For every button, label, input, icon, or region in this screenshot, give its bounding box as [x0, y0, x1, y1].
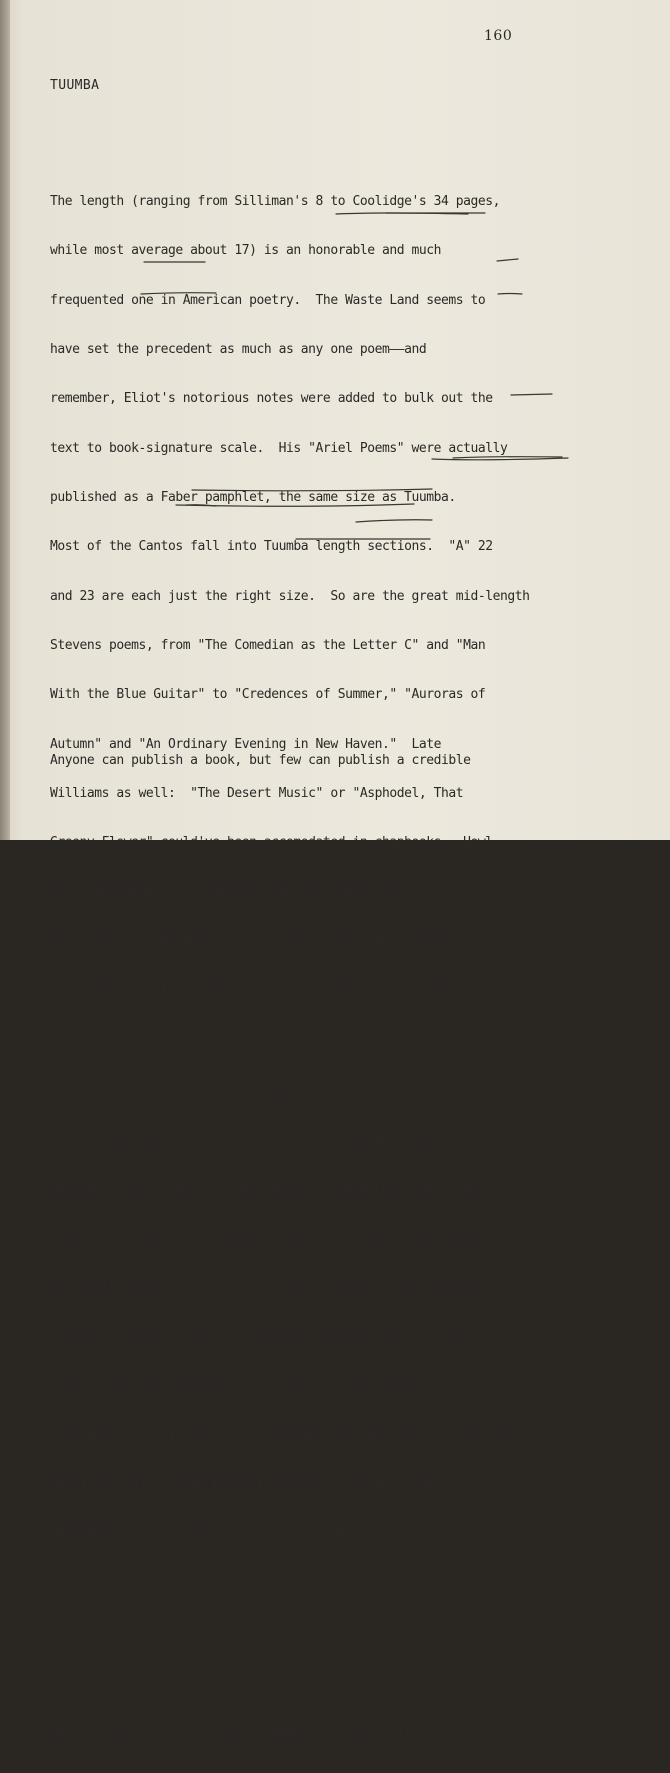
- text-line: a poetic medium. Olson and Duncan probably wrote at that: [50, 1328, 471, 1344]
- text-line: Stevens poems, from "The Comedian as the Letter C" and "Man: [50, 638, 486, 653]
- text-line: have set the precedent as much as any one poem——and: [50, 341, 427, 357]
- text-line: Most of the Cantos fall into Tuumba length sections. "A" 22: [50, 539, 493, 555]
- text-line: Autumn" and "An Ordinary Evening in New Haven." Late: [50, 736, 441, 752]
- text-line: first appeared as a chapbook, and many among the: [50, 884, 405, 900]
- text-line: this is the prime space, the common opened field, of American: [50, 1674, 500, 1690]
- page-number: 160: [484, 28, 513, 44]
- text-line: admirably contribute to the illustriousness of the chapbook as: [50, 1279, 508, 1295]
- text-line: With the Blue Guitar" to "Credences of Summer," "Auroras of: [50, 687, 486, 703]
- text-line: "Apprehensions," "Santa Cruz Propositions," "Circulations of: [50, 1526, 493, 1542]
- text-line: "Delius"; or any of the books of Dorn's Slinger: all would: [50, 1230, 486, 1246]
- text-line: while most average about 17) is an honorable and much: [50, 243, 441, 259]
- text-line: published as a Faber pamphlet, the same size as Tuumba.: [50, 489, 456, 505]
- text-line: Greeny Flower" could've been accomodated in chapbooks. Howl: [50, 835, 493, 851]
- section-heading: TUUMBA: [50, 78, 100, 93]
- text-line: Spicer's "Book of Music" or "Lament for the Makers" (or,: [50, 1082, 464, 1098]
- text-line: Williams as well: "The Desert Music" or "Asphodel, That: [50, 786, 464, 802]
- body-paragraph-1: [50, 161, 529, 1773]
- body-paragraph-2: [50, 720, 470, 802]
- text-line: Anyone can publish a book, but few can publish a credible: [50, 752, 471, 768]
- text-line: The length (ranging from Silliman's 8 to Coolidge's 34 pages,: [50, 193, 500, 209]
- text-line: frequented one in American poetry. The Waste Land seems to: [50, 292, 486, 308]
- text-line: like Tuumba throughout the century has obscured the fact that: [50, 1624, 500, 1640]
- text-line: pushing the limits, The Holy Grail or Language); sections from: [50, 1131, 508, 1147]
- text-line: text to book-signature scale. His "Ariel Poems" were actually: [50, 440, 508, 456]
- text-line: "Self-Portrait in a Convex Mirror" or any of his Three Poems;: [50, 1032, 500, 1048]
- text-line: Cold Hell, In Thicket," "As the Dead Prey Upon Us," "Letter for: [50, 1427, 515, 1443]
- text-line: Kelly-Eshleman-Rothenberg generation found the pamphlet: [50, 934, 456, 950]
- text-line: size ideal for their forays into mid-length poems. Ashbery's: [50, 983, 500, 999]
- text-line: Ronald Johnson's Ark or Robin Blaser's Image Nations; Irby's: [50, 1180, 493, 1196]
- text-line: the Song." The absence of a single committed chapbook series: [50, 1575, 500, 1591]
- text-line: poetry, the fifteen or twenty page sustained effort.: [50, 1723, 434, 1739]
- text-line: and 23 are each just the right size. So are the great mid-length: [50, 588, 530, 604]
- text-line: length more than anybody: consider "The Kingfishers," "In: [50, 1378, 478, 1394]
- page-gutter-shadow: [0, 0, 10, 840]
- text-line: remember, Eliot's notorious notes were added to bulk out the: [50, 391, 493, 407]
- text-line: Melville 1951," "Poem Beginning With a Line by Pindar,": [50, 1476, 456, 1492]
